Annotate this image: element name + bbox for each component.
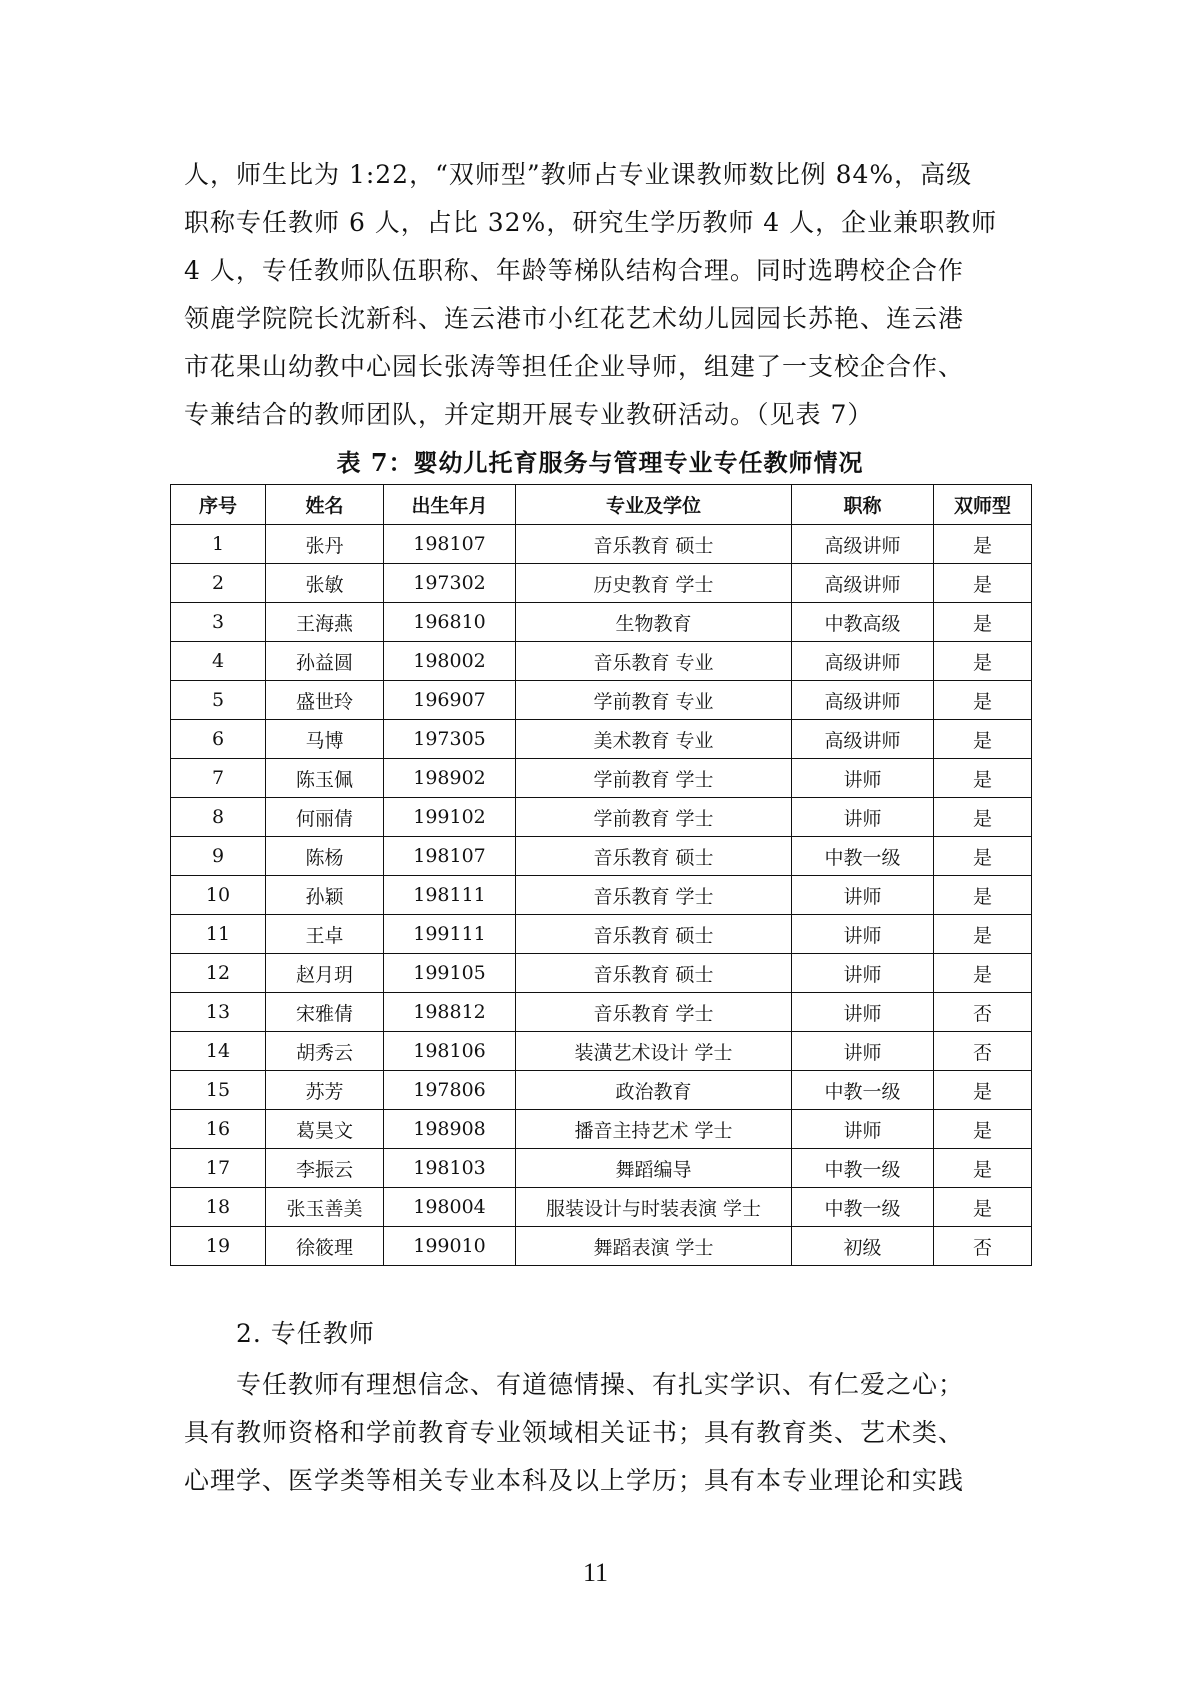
page-number: 11 — [582, 1558, 609, 1587]
table-row — [171, 642, 1032, 681]
cell-major: 舞蹈表演 学士 — [516, 1227, 792, 1266]
cell-major: 舞蹈编导 — [516, 1149, 792, 1188]
cell-dual: 是 — [934, 915, 1032, 954]
cell-title: 讲师 — [792, 876, 934, 915]
cell-major: 政治教育 — [516, 1071, 792, 1110]
text-line: 领鹿学院院长沈新科、连云港市小红花艺术幼儿园园长苏艳、连云港 — [184, 304, 965, 333]
cell-birth: 198107 — [384, 837, 516, 876]
table-row — [171, 1110, 1032, 1149]
teacher-table — [170, 484, 1032, 1266]
cell-birth: 198902 — [384, 759, 516, 798]
cell-seq: 8 — [171, 798, 266, 837]
table-row — [171, 720, 1032, 759]
cell-name: 孙颖 — [266, 876, 384, 915]
cell-major: 音乐教育 硕士 — [516, 915, 792, 954]
cell-name: 张丹 — [266, 525, 384, 564]
cell-title: 中教一级 — [792, 1188, 934, 1227]
cell-dual: 是 — [934, 681, 1032, 720]
cell-title: 讲师 — [792, 759, 934, 798]
section-heading: 2. 专任教师 — [236, 1319, 375, 1348]
cell-birth: 198107 — [384, 525, 516, 564]
header-birth: 出生年月 — [384, 485, 516, 525]
table-row — [171, 603, 1032, 642]
table-caption: 表 7：婴幼儿托育服务与管理专业专任教师情况 — [336, 448, 864, 477]
cell-dual: 否 — [934, 1032, 1032, 1071]
header-major: 专业及学位 — [516, 485, 792, 525]
cell-title: 讲师 — [792, 1110, 934, 1149]
cell-dual: 是 — [934, 525, 1032, 564]
cell-title: 高级讲师 — [792, 525, 934, 564]
cell-title: 讲师 — [792, 1032, 934, 1071]
cell-title: 中教一级 — [792, 1071, 934, 1110]
cell-dual: 是 — [934, 1071, 1032, 1110]
cell-birth: 196907 — [384, 681, 516, 720]
table-row — [171, 1032, 1032, 1071]
table-row — [171, 993, 1032, 1032]
cell-name: 宋雅倩 — [266, 993, 384, 1032]
cell-major: 学前教育 学士 — [516, 798, 792, 837]
cell-birth: 198812 — [384, 993, 516, 1032]
table-row — [171, 564, 1032, 603]
cell-major: 历史教育 学士 — [516, 564, 792, 603]
table-row — [171, 837, 1032, 876]
cell-major: 音乐教育 硕士 — [516, 954, 792, 993]
table-row — [171, 876, 1032, 915]
cell-birth: 197305 — [384, 720, 516, 759]
cell-seq: 13 — [171, 993, 266, 1032]
table-row — [171, 915, 1032, 954]
cell-dual: 是 — [934, 1110, 1032, 1149]
cell-major: 音乐教育 硕士 — [516, 837, 792, 876]
table-row — [171, 1227, 1032, 1266]
cell-seq: 19 — [171, 1227, 266, 1266]
text-line: 专任教师有理想信念、有道德情操、有扎实学识、有仁爱之心； — [236, 1370, 965, 1399]
cell-title: 讲师 — [792, 798, 934, 837]
cell-dual: 是 — [934, 876, 1032, 915]
cell-birth: 197806 — [384, 1071, 516, 1110]
table-row — [171, 1071, 1032, 1110]
table-row — [171, 759, 1032, 798]
cell-seq: 4 — [171, 642, 266, 681]
cell-name: 李振云 — [266, 1149, 384, 1188]
cell-major: 服装设计与时装表演 学士 — [516, 1188, 792, 1227]
text-line: 具有教师资格和学前教育专业领域相关证书；具有教育类、艺术类、 — [184, 1418, 965, 1447]
cell-seq: 7 — [171, 759, 266, 798]
cell-name: 马博 — [266, 720, 384, 759]
intro-paragraph — [184, 151, 1024, 439]
cell-name: 王海燕 — [266, 603, 384, 642]
text-line: 市花果山幼教中心园长张涛等担任企业导师，组建了一支校企合作、 — [184, 352, 965, 381]
cell-birth: 198106 — [384, 1032, 516, 1071]
cell-title: 中教一级 — [792, 837, 934, 876]
cell-title: 中教高级 — [792, 603, 934, 642]
cell-name: 葛昊文 — [266, 1110, 384, 1149]
cell-name: 张玉善美 — [266, 1188, 384, 1227]
header-title: 职称 — [792, 485, 934, 525]
cell-name: 何丽倩 — [266, 798, 384, 837]
cell-birth: 197302 — [384, 564, 516, 603]
table-body — [171, 525, 1032, 1266]
cell-seq: 3 — [171, 603, 266, 642]
cell-seq: 16 — [171, 1110, 266, 1149]
cell-title: 讲师 — [792, 954, 934, 993]
table-row — [171, 954, 1032, 993]
cell-dual: 是 — [934, 1149, 1032, 1188]
cell-dual: 是 — [934, 759, 1032, 798]
cell-seq: 14 — [171, 1032, 266, 1071]
table-row — [171, 681, 1032, 720]
cell-birth: 198002 — [384, 642, 516, 681]
cell-dual: 是 — [934, 564, 1032, 603]
cell-major: 播音主持艺术 学士 — [516, 1110, 792, 1149]
cell-seq: 11 — [171, 915, 266, 954]
text-line: 4 人，专任教师队伍职称、年龄等梯队结构合理。同时选聘校企合作 — [184, 256, 964, 285]
cell-birth: 198004 — [384, 1188, 516, 1227]
cell-major: 音乐教育 专业 — [516, 642, 792, 681]
cell-seq: 9 — [171, 837, 266, 876]
cell-birth: 199102 — [384, 798, 516, 837]
cell-dual: 是 — [934, 720, 1032, 759]
cell-title: 高级讲师 — [792, 564, 934, 603]
cell-title: 高级讲师 — [792, 720, 934, 759]
cell-major: 音乐教育 学士 — [516, 876, 792, 915]
table-row — [171, 1149, 1032, 1188]
cell-birth: 199010 — [384, 1227, 516, 1266]
cell-name: 赵月玥 — [266, 954, 384, 993]
cell-name: 张敏 — [266, 564, 384, 603]
cell-birth: 196810 — [384, 603, 516, 642]
cell-title: 高级讲师 — [792, 642, 934, 681]
table-row — [171, 1188, 1032, 1227]
cell-major: 装潢艺术设计 学士 — [516, 1032, 792, 1071]
cell-major: 学前教育 专业 — [516, 681, 792, 720]
cell-seq: 15 — [171, 1071, 266, 1110]
cell-name: 陈杨 — [266, 837, 384, 876]
cell-major: 学前教育 学士 — [516, 759, 792, 798]
cell-name: 陈玉佩 — [266, 759, 384, 798]
cell-birth: 198103 — [384, 1149, 516, 1188]
text-line: 心理学、医学类等相关专业本科及以上学历；具有本专业理论和实践 — [184, 1466, 965, 1495]
cell-name: 苏芳 — [266, 1071, 384, 1110]
cell-dual: 是 — [934, 603, 1032, 642]
cell-title: 高级讲师 — [792, 681, 934, 720]
cell-seq: 2 — [171, 564, 266, 603]
cell-dual: 否 — [934, 1227, 1032, 1266]
cell-name: 徐筱理 — [266, 1227, 384, 1266]
cell-seq: 18 — [171, 1188, 266, 1227]
cell-major: 音乐教育 硕士 — [516, 525, 792, 564]
cell-dual: 是 — [934, 954, 1032, 993]
table-row — [171, 798, 1032, 837]
cell-seq: 6 — [171, 720, 266, 759]
text-line: 专兼结合的教师团队，并定期开展专业教研活动。（见表 7） — [184, 400, 874, 429]
table-header-row — [171, 485, 1032, 525]
cell-name: 孙益圆 — [266, 642, 384, 681]
cell-birth: 198908 — [384, 1110, 516, 1149]
cell-birth: 199105 — [384, 954, 516, 993]
table-row — [171, 525, 1032, 564]
cell-seq: 5 — [171, 681, 266, 720]
cell-major: 生物教育 — [516, 603, 792, 642]
cell-dual: 是 — [934, 1188, 1032, 1227]
cell-dual: 否 — [934, 993, 1032, 1032]
cell-birth: 198111 — [384, 876, 516, 915]
header-name: 姓名 — [266, 485, 384, 525]
cell-seq: 1 — [171, 525, 266, 564]
cell-birth: 199111 — [384, 915, 516, 954]
section-paragraph — [184, 1361, 1024, 1505]
cell-dual: 是 — [934, 642, 1032, 681]
cell-seq: 10 — [171, 876, 266, 915]
cell-title: 初级 — [792, 1227, 934, 1266]
cell-title: 中教一级 — [792, 1149, 934, 1188]
cell-seq: 17 — [171, 1149, 266, 1188]
cell-dual: 是 — [934, 837, 1032, 876]
cell-major: 美术教育 专业 — [516, 720, 792, 759]
text-line: 人，师生比为 1:22，“双师型”教师占专业课教师数比例 84%，高级 — [184, 160, 973, 189]
text-line: 职称专任教师 6 人，占比 32%，研究生学历教师 4 人，企业兼职教师 — [184, 208, 998, 237]
cell-name: 王卓 — [266, 915, 384, 954]
cell-title: 讲师 — [792, 915, 934, 954]
cell-name: 胡秀云 — [266, 1032, 384, 1071]
cell-major: 音乐教育 学士 — [516, 993, 792, 1032]
cell-name: 盛世玲 — [266, 681, 384, 720]
cell-seq: 12 — [171, 954, 266, 993]
header-dual: 双师型 — [934, 485, 1032, 525]
header-seq: 序号 — [171, 485, 266, 525]
cell-dual: 是 — [934, 798, 1032, 837]
cell-title: 讲师 — [792, 993, 934, 1032]
